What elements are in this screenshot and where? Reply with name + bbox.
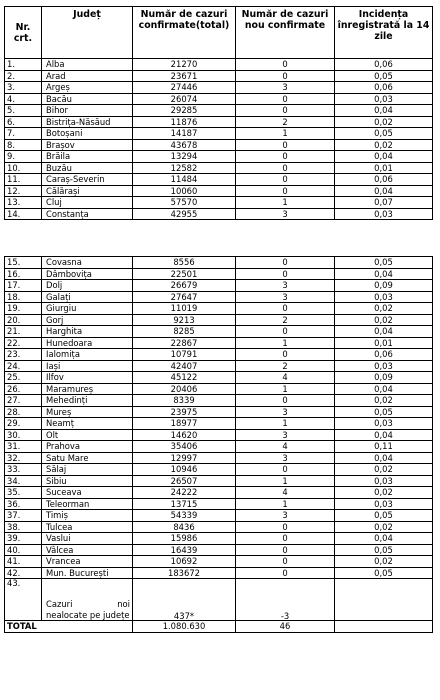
- cell-incidenta: 0,03: [335, 208, 433, 220]
- cell-noi: 0: [236, 162, 335, 174]
- total-label: TOTAL: [5, 621, 133, 633]
- cell-judet: [42, 579, 133, 621]
- cell-noi: 0: [236, 139, 335, 151]
- cell-noi: 3: [236, 208, 335, 220]
- cell-total: 35406: [133, 441, 236, 453]
- cell-incidenta: 0,03: [335, 93, 433, 105]
- cell-incidenta: 0,05: [335, 128, 433, 140]
- cell-nr: 27.: [5, 395, 42, 407]
- cell-nr: 34.: [5, 475, 42, 487]
- cell-noi: 1: [236, 128, 335, 140]
- cell-noi: 3: [236, 452, 335, 464]
- cell-judet: Dâmbovița: [42, 268, 133, 280]
- cell-judet: Giurgiu: [42, 303, 133, 315]
- cell-noi: 4: [236, 372, 335, 384]
- cell-nr: 22.: [5, 337, 42, 349]
- cell-noi: 2: [236, 116, 335, 128]
- table-row: [5, 510, 433, 522]
- cell-incidenta: 0,05: [335, 544, 433, 556]
- table-row: [5, 567, 433, 579]
- cell-total: 15986: [133, 533, 236, 545]
- cell-noi: 0: [236, 544, 335, 556]
- cell-nr: 18.: [5, 291, 42, 303]
- cell-incidenta: 0,02: [335, 303, 433, 315]
- cell-incidenta: 0,02: [335, 139, 433, 151]
- table-row: [5, 128, 433, 140]
- cell-total: 14187: [133, 128, 236, 140]
- cell-noi: 0: [236, 395, 335, 407]
- cell-judet: Sibiu: [42, 475, 133, 487]
- cell-judet: Caraș-Severin: [42, 174, 133, 186]
- cell-nr: 16.: [5, 268, 42, 280]
- counties-table-bottom: [4, 256, 433, 633]
- cell-total: 45122: [133, 372, 236, 384]
- cell-nr: 8.: [5, 139, 42, 151]
- header-judet: Județ: [42, 7, 133, 59]
- cell-nr: 29.: [5, 418, 42, 430]
- header-noi: Număr de cazuri nou confirmate: [236, 7, 335, 59]
- table-row: [5, 544, 433, 556]
- cell-nr: 23.: [5, 349, 42, 361]
- cell-total: 13715: [133, 498, 236, 510]
- cell-nr: 4.: [5, 93, 42, 105]
- cell-incidenta: 0,04: [335, 383, 433, 395]
- table-row-total: [5, 621, 433, 633]
- table-row: [5, 314, 433, 326]
- cell-judet: Bihor: [42, 105, 133, 117]
- cell-nr: 11.: [5, 174, 42, 186]
- cell-judet: Ialomița: [42, 349, 133, 361]
- cell-nr: 17.: [5, 280, 42, 292]
- cell-nr: 14.: [5, 208, 42, 220]
- counties-table-top: [4, 6, 433, 220]
- cell-noi: 4: [236, 441, 335, 453]
- table-row: [5, 383, 433, 395]
- cell-incidenta: 0,02: [335, 395, 433, 407]
- table-row: [5, 93, 433, 105]
- cell-noi: 0: [236, 59, 335, 71]
- table-row: [5, 105, 433, 117]
- cell-incidenta: 0,05: [335, 257, 433, 269]
- cell-judet: Satu Mare: [42, 452, 133, 464]
- cell-total: 42407: [133, 360, 236, 372]
- total-incidence: [335, 621, 433, 633]
- cell-incidenta: 0,06: [335, 82, 433, 94]
- cell-incidenta: 0,05: [335, 406, 433, 418]
- cell-total: 8339: [133, 395, 236, 407]
- cell-incidenta: 0,09: [335, 372, 433, 384]
- cell-judet: Vaslui: [42, 533, 133, 545]
- cell-nr: 31.: [5, 441, 42, 453]
- cell-noi: -3: [236, 579, 335, 621]
- cell-judet: Bistrița-Năsăud: [42, 116, 133, 128]
- cell-incidenta: 0,02: [335, 314, 433, 326]
- cell-incidenta: 0,04: [335, 185, 433, 197]
- table-row: [5, 280, 433, 292]
- cell-total: 20406: [133, 383, 236, 395]
- table-row: [5, 337, 433, 349]
- cell-noi: 0: [236, 303, 335, 315]
- cell-nr: 28.: [5, 406, 42, 418]
- cell-incidenta: 0,04: [335, 452, 433, 464]
- cell-noi: 3: [236, 406, 335, 418]
- cell-judet: Botoșani: [42, 128, 133, 140]
- cell-nr: 43.: [5, 579, 42, 621]
- cell-total: 12582: [133, 162, 236, 174]
- cell-incidenta: 0,04: [335, 326, 433, 338]
- table-row: [5, 487, 433, 499]
- cell-incidenta: 0,09: [335, 280, 433, 292]
- cell-judet: Olt: [42, 429, 133, 441]
- cell-incidenta: 0,06: [335, 59, 433, 71]
- cell-nr: 41.: [5, 556, 42, 568]
- cell-incidenta: 0,01: [335, 162, 433, 174]
- cell-total: 42955: [133, 208, 236, 220]
- cell-total: 8285: [133, 326, 236, 338]
- cell-total: 16439: [133, 544, 236, 556]
- cell-judet: Hunedoara: [42, 337, 133, 349]
- cell-judet: Vâlcea: [42, 544, 133, 556]
- table-row: [5, 360, 433, 372]
- header-incidenta: Incidența înregistrată la 14 zile: [335, 7, 433, 59]
- cell-judet: Bacău: [42, 93, 133, 105]
- total-new: 46: [236, 621, 335, 633]
- cell-noi: 0: [236, 174, 335, 186]
- cell-judet: Gorj: [42, 314, 133, 326]
- cell-incidenta: 0,02: [335, 487, 433, 499]
- cell-noi: 0: [236, 326, 335, 338]
- cell-noi: 3: [236, 429, 335, 441]
- cell-incidenta: 0,07: [335, 197, 433, 209]
- table-row: [5, 475, 433, 487]
- cell-incidenta: 0,02: [335, 556, 433, 568]
- cell-nr: 42.: [5, 567, 42, 579]
- cell-total: 27446: [133, 82, 236, 94]
- cell-noi: 0: [236, 93, 335, 105]
- cell-noi: 0: [236, 349, 335, 361]
- cell-judet: Cluj: [42, 197, 133, 209]
- table-row: [5, 533, 433, 545]
- cell-noi: 4: [236, 487, 335, 499]
- cell-total: 26074: [133, 93, 236, 105]
- table-row: [5, 498, 433, 510]
- cell-incidenta: 0,02: [335, 464, 433, 476]
- cell-judet: Mureș: [42, 406, 133, 418]
- cell-noi: 1: [236, 337, 335, 349]
- header-total: Număr de cazuri confirmate(total): [133, 7, 236, 59]
- table-row: [5, 441, 433, 453]
- cell-nr: 20.: [5, 314, 42, 326]
- cell-total: 22501: [133, 268, 236, 280]
- cell-judet: Arad: [42, 70, 133, 82]
- cell-total: 437*: [133, 579, 236, 621]
- header-nr: Nr. crt.: [5, 7, 42, 59]
- cell-total: 10692: [133, 556, 236, 568]
- cell-total: 183672: [133, 567, 236, 579]
- table-row: [5, 82, 433, 94]
- cell-incidenta: 0,04: [335, 268, 433, 280]
- cell-incidenta: 0,03: [335, 360, 433, 372]
- cell-noi: 1: [236, 475, 335, 487]
- cell-total: 11019: [133, 303, 236, 315]
- cell-incidenta: 0,02: [335, 521, 433, 533]
- cell-incidenta: 0,03: [335, 418, 433, 430]
- cell-judet: Prahova: [42, 441, 133, 453]
- cell-nr: 6.: [5, 116, 42, 128]
- cell-total: 26679: [133, 280, 236, 292]
- cell-total: 27647: [133, 291, 236, 303]
- cell-total: 10060: [133, 185, 236, 197]
- cell-judet: Alba: [42, 59, 133, 71]
- cell-nr: 32.: [5, 452, 42, 464]
- cell-nr: 35.: [5, 487, 42, 499]
- cell-total: 23975: [133, 406, 236, 418]
- cell-noi: 0: [236, 464, 335, 476]
- table-row: [5, 556, 433, 568]
- table-header-row: [5, 7, 433, 59]
- cell-noi: 0: [236, 567, 335, 579]
- table-row: [5, 452, 433, 464]
- cell-nr: 40.: [5, 544, 42, 556]
- cell-incidenta: 0,01: [335, 337, 433, 349]
- cell-nr: 24.: [5, 360, 42, 372]
- cell-total: 29285: [133, 105, 236, 117]
- table-row: [5, 174, 433, 186]
- table-row: [5, 326, 433, 338]
- table-row: [5, 139, 433, 151]
- cell-noi: 2: [236, 314, 335, 326]
- table-row: [5, 291, 433, 303]
- cell-total: 11876: [133, 116, 236, 128]
- cell-total: 8556: [133, 257, 236, 269]
- cell-total: 9213: [133, 314, 236, 326]
- table-row: [5, 197, 433, 209]
- cell-noi: 0: [236, 70, 335, 82]
- table-row: [5, 59, 433, 71]
- cell-incidenta: 0,04: [335, 533, 433, 545]
- table-row: [5, 257, 433, 269]
- table-row: [5, 151, 433, 163]
- cell-incidenta: 0,04: [335, 151, 433, 163]
- cell-noi: 3: [236, 291, 335, 303]
- cell-nr: 19.: [5, 303, 42, 315]
- cell-nr: 5.: [5, 105, 42, 117]
- cell-nr: 7.: [5, 128, 42, 140]
- cell-judet: Timiș: [42, 510, 133, 522]
- cell-judet: Mun. București: [42, 567, 133, 579]
- cell-noi: 0: [236, 533, 335, 545]
- cell-total: 26507: [133, 475, 236, 487]
- cell-nr: 37.: [5, 510, 42, 522]
- table-row: [5, 303, 433, 315]
- cell-judet: Argeș: [42, 82, 133, 94]
- cell-total: 43678: [133, 139, 236, 151]
- table-row: [5, 268, 433, 280]
- cell-noi: 0: [236, 185, 335, 197]
- cell-noi: 0: [236, 257, 335, 269]
- cell-noi: 3: [236, 280, 335, 292]
- cell-incidenta: 0,04: [335, 105, 433, 117]
- cell-judet: Harghita: [42, 326, 133, 338]
- cell-total: 22867: [133, 337, 236, 349]
- cell-total: 24222: [133, 487, 236, 499]
- cell-nr: 2.: [5, 70, 42, 82]
- unallocated-label: Cazuri noi nealocate pe județe: [46, 599, 130, 620]
- cell-nr: 39.: [5, 533, 42, 545]
- cell-total: 21270: [133, 59, 236, 71]
- cell-total: 23671: [133, 70, 236, 82]
- cell-noi: 3: [236, 82, 335, 94]
- cell-noi: 0: [236, 105, 335, 117]
- cell-judet: Buzău: [42, 162, 133, 174]
- cell-total: 57570: [133, 197, 236, 209]
- cell-nr: 25.: [5, 372, 42, 384]
- table-row: [5, 464, 433, 476]
- cell-nr: 21.: [5, 326, 42, 338]
- cell-incidenta: 0,06: [335, 174, 433, 186]
- cell-nr: 38.: [5, 521, 42, 533]
- cell-total: 10946: [133, 464, 236, 476]
- cell-total: 18977: [133, 418, 236, 430]
- cell-incidenta: [335, 579, 433, 621]
- cell-total: 54339: [133, 510, 236, 522]
- cell-noi: 1: [236, 498, 335, 510]
- cell-total: 14620: [133, 429, 236, 441]
- cell-noi: 0: [236, 268, 335, 280]
- cell-nr: 13.: [5, 197, 42, 209]
- cell-judet: Dolj: [42, 280, 133, 292]
- cell-judet: Suceava: [42, 487, 133, 499]
- table-row: [5, 116, 433, 128]
- cell-noi: 1: [236, 383, 335, 395]
- table-row: [5, 521, 433, 533]
- cell-incidenta: 0,04: [335, 429, 433, 441]
- cell-judet: Neamț: [42, 418, 133, 430]
- cell-judet: Mehedinți: [42, 395, 133, 407]
- cell-incidenta: 0,05: [335, 567, 433, 579]
- cell-incidenta: 0,05: [335, 70, 433, 82]
- table-row: [5, 208, 433, 220]
- cell-noi: 0: [236, 521, 335, 533]
- cell-judet: Constanța: [42, 208, 133, 220]
- cell-total: 10791: [133, 349, 236, 361]
- cell-noi: 0: [236, 556, 335, 568]
- cell-noi: 0: [236, 151, 335, 163]
- cell-noi: 2: [236, 360, 335, 372]
- cell-total: 12997: [133, 452, 236, 464]
- cell-nr: 10.: [5, 162, 42, 174]
- cell-judet: Vrancea: [42, 556, 133, 568]
- cell-judet: Călărași: [42, 185, 133, 197]
- cell-incidenta: 0,02: [335, 116, 433, 128]
- cell-nr: 9.: [5, 151, 42, 163]
- cell-nr: 15.: [5, 257, 42, 269]
- cell-incidenta: 0,03: [335, 475, 433, 487]
- cell-judet: Brăila: [42, 151, 133, 163]
- cell-judet: Tulcea: [42, 521, 133, 533]
- table-row-unallocated: [5, 579, 433, 621]
- cell-judet: Maramureș: [42, 383, 133, 395]
- cell-incidenta: 0,11: [335, 441, 433, 453]
- table-row: [5, 349, 433, 361]
- cell-judet: Galați: [42, 291, 133, 303]
- total-cases: 1.080.630: [133, 621, 236, 633]
- cell-incidenta: 0,03: [335, 291, 433, 303]
- table-row: [5, 185, 433, 197]
- cell-judet: Iași: [42, 360, 133, 372]
- cell-nr: 36.: [5, 498, 42, 510]
- cell-noi: 1: [236, 197, 335, 209]
- cell-incidenta: 0,03: [335, 498, 433, 510]
- cell-nr: 30.: [5, 429, 42, 441]
- cell-nr: 1.: [5, 59, 42, 71]
- table-row: [5, 429, 433, 441]
- table-row: [5, 162, 433, 174]
- table-row: [5, 395, 433, 407]
- cell-total: 8436: [133, 521, 236, 533]
- cell-total: 11484: [133, 174, 236, 186]
- cell-judet: Covasna: [42, 257, 133, 269]
- cell-judet: Brașov: [42, 139, 133, 151]
- cell-nr: 26.: [5, 383, 42, 395]
- cell-incidenta: 0,06: [335, 349, 433, 361]
- table-row: [5, 372, 433, 384]
- cell-nr: 33.: [5, 464, 42, 476]
- table-row: [5, 406, 433, 418]
- cell-noi: 1: [236, 418, 335, 430]
- table-row: [5, 70, 433, 82]
- cell-noi: 3: [236, 510, 335, 522]
- cell-total: 13294: [133, 151, 236, 163]
- cell-judet: Teleorman: [42, 498, 133, 510]
- table-row: [5, 418, 433, 430]
- cell-nr: 12.: [5, 185, 42, 197]
- cell-judet: Sălaj: [42, 464, 133, 476]
- cell-judet: Ilfov: [42, 372, 133, 384]
- cell-nr: 3.: [5, 82, 42, 94]
- cell-incidenta: 0,05: [335, 510, 433, 522]
